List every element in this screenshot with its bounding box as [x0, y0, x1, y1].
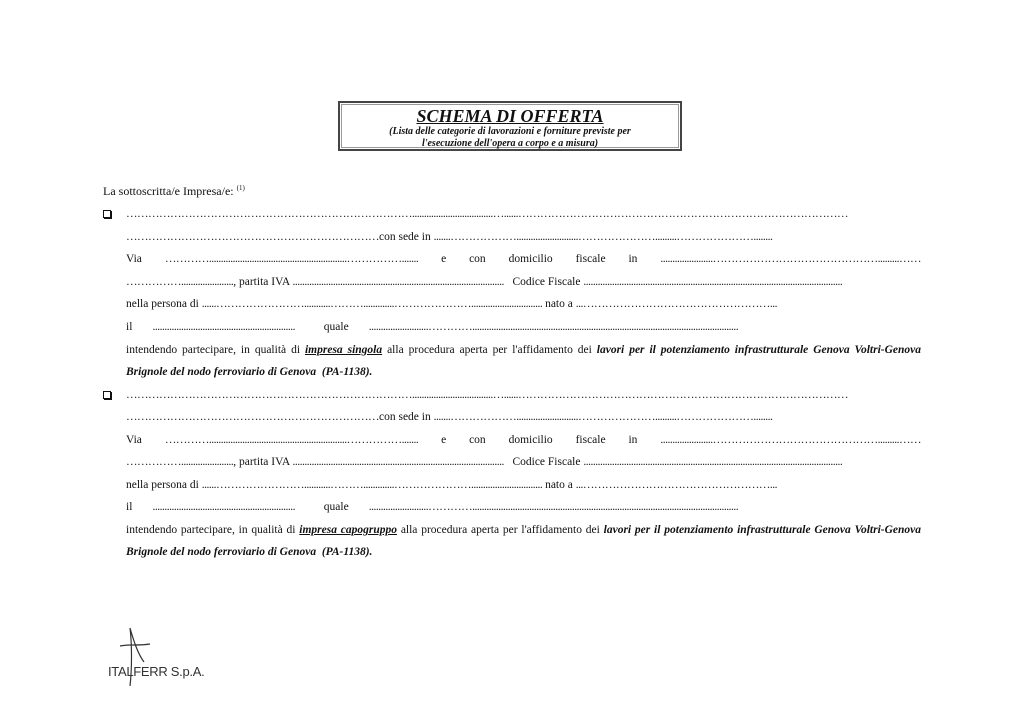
- title-box: [338, 101, 682, 151]
- entry-1-il-quale-line[interactable]: il ............................................................ quale .........................…………................................................................................................................: [126, 321, 739, 333]
- document-subtitle-line-2: l'esecuzione dell'opera a corpo e a misura): [421, 138, 599, 149]
- entry-1-via-line[interactable]: Via …………..........................................................……………....... e con domicilio fiscale in ......................……………………………………….........……: [126, 253, 921, 265]
- entry-2-checkbox-icon[interactable]: [103, 391, 111, 399]
- document-title: SCHEMA DI OFFERTA: [416, 106, 604, 126]
- entry-2-code: (PA-1138).: [321, 546, 373, 558]
- entry-1-project: lavori per il potenziamento infrastrutturale Genova Voltri-Genova Brignole del nodo ferroviario di Genova: [126, 344, 922, 378]
- entry-1-company-name-line[interactable]: ……………………………………………………………………..................................…......………………………………………………………………………………: [126, 208, 848, 220]
- entry-2-role: impresa capogruppo: [299, 524, 397, 536]
- entry-2-participation-text: intendendo partecipare, in qualità di impresa capogruppo alla procedura aperta per l'affidamento dei lavori per il potenziamento infrastrutturale Genova Voltri-Genova Brignole del nodo ferroviario di Genova (PA-1138).: [126, 524, 922, 558]
- entry-2-persona-line[interactable]: nella persona di ......……………………...........……….............………………….............................. nato a ...……………………………………………...: [126, 479, 777, 491]
- entry-1-participation-text: intendendo partecipare, in qualità di impresa singola alla procedura aperta per l'affidamento dei lavori per il potenziamento infrastrutturale Genova Voltri-Genova Brignole del nodo ferroviario di Genova (PA-1138).: [126, 344, 922, 378]
- footnote-ref: (1): [236, 184, 245, 192]
- logo-text: ITALFERR S.p.A.: [108, 664, 205, 679]
- entry-2-project: lavori per il potenziamento infrastrutturale Genova Voltri-Genova Brignole del nodo ferroviario di Genova: [126, 524, 922, 558]
- entry-1-persona-line[interactable]: nella persona di ......……………………...........……….............………………….............................. nato a ...……………………………………………...: [126, 298, 777, 310]
- logo-signature-icon: [108, 624, 208, 690]
- intro-label: La sottoscritta/e Impresa/e: $^{(1)}$: [103, 184, 245, 198]
- entry-2-il-quale-line[interactable]: il ............................................................ quale .........................…………................................................................................................................: [126, 501, 739, 513]
- entry-2-via-line[interactable]: Via …………..........................................................……………....... e con domicilio fiscale in ......................……………………………………….........……: [126, 434, 921, 446]
- entry-2-partita-iva-line[interactable]: ……………......................, partita IVA ......................................................................................... Codice Fiscale .............................................................................................................: [126, 456, 843, 468]
- entry-1-partita-iva-line[interactable]: ……………......................, partita IVA ......................................................................................... Codice Fiscale .............................................................................................................: [126, 276, 843, 288]
- entry-1-sede-line[interactable]: ……………………………………………………………con sede in .......………………..........................………………….........…………………........: [126, 231, 773, 243]
- entry-1-code: (PA-1138).: [321, 366, 373, 378]
- italferr-logo: [108, 624, 208, 690]
- entry-2-sede-line[interactable]: ……………………………………………………………con sede in .......………………..........................………………….........…………………........: [126, 411, 773, 423]
- entry-1-checkbox-icon[interactable]: [103, 210, 111, 218]
- entry-1-role: impresa singola: [304, 344, 383, 356]
- document-subtitle-line-1: (Lista delle categorie di lavorazioni e forniture previste per: [389, 126, 631, 137]
- entry-2-company-name-line[interactable]: ……………………………………………………………………..................................…......………………………………………………………………………………: [126, 389, 848, 401]
